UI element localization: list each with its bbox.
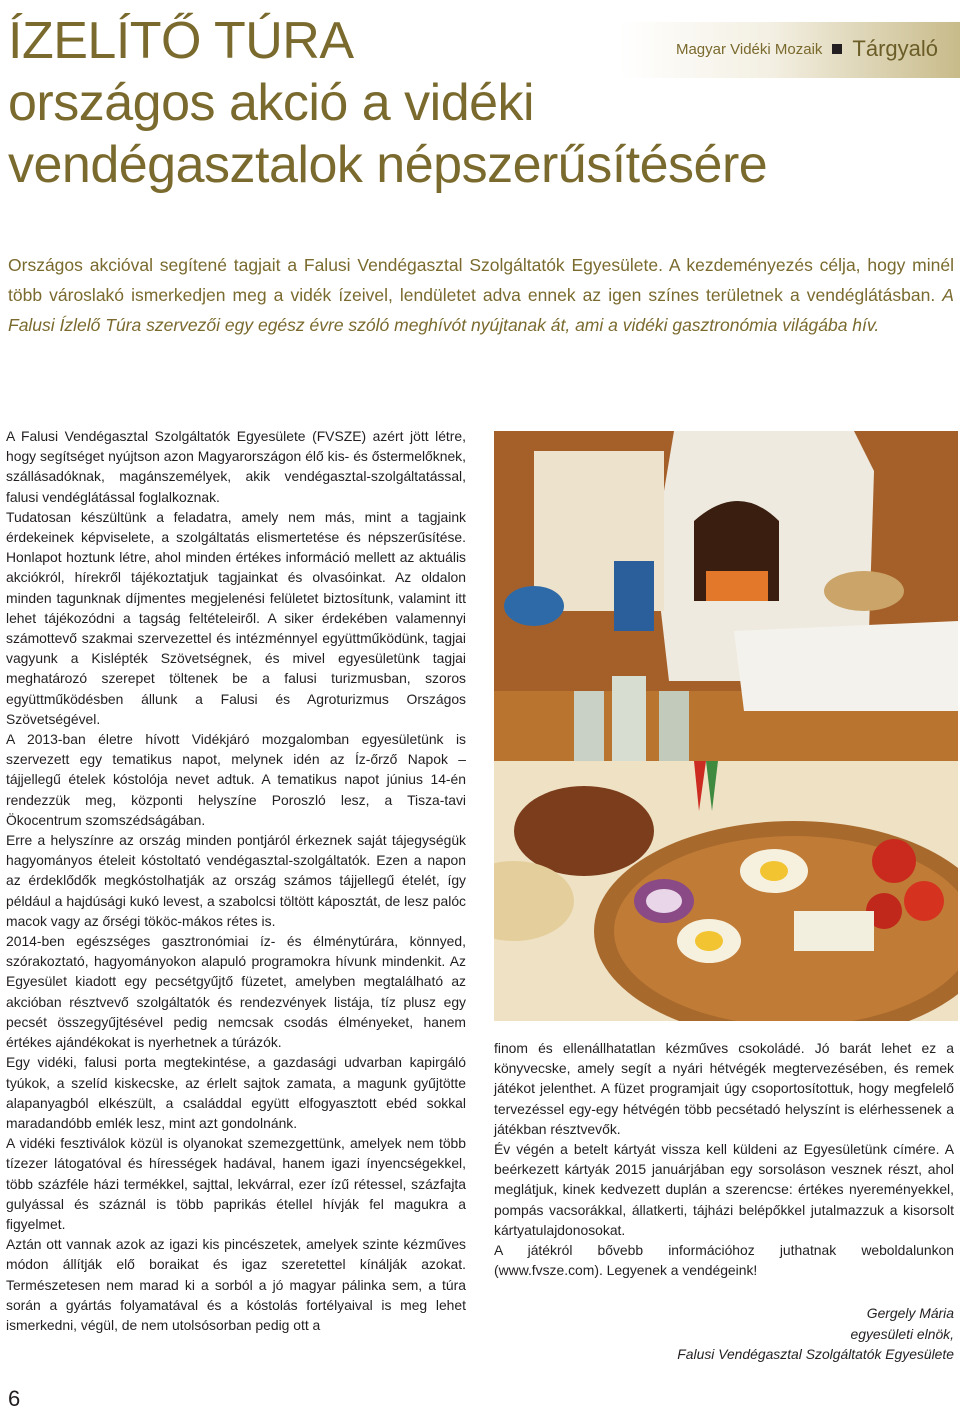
signature-name: Gergely Mária <box>866 1305 954 1321</box>
body-column-right <box>494 1038 954 1280</box>
lead-paragraph <box>8 250 954 340</box>
body-column-left <box>6 426 466 1335</box>
title-line-1: ÍZELÍTŐ TÚRA <box>8 12 354 70</box>
body-paragraph: Aztán ott vannak azok az igazi kis pincészetek, amelyek szinte kézműves módon állítják elő boraikat és igaz szeretettel kínálják azokat. Természetesen nem marad ki a sorból a jó magyar pálinka sem, a túra során a gyártás folyamatával és a kóstolás fortélyaival is meg lehet ismerkedni, végül, de nem utolsósorban pedig ott a <box>6 1236 466 1333</box>
body-paragraph: 2014-ben egészséges gasztronómiai íz- és élménytúrára, könnyed, szórakoztató, hagyományokon alapuló programokra hívunk mindenkit. Az Egyesület kiadott egy pecsétgyűjtő füzetet, amelyben megtalálható az akcióban résztvevő szolgáltatók és rendezvények listája, tíz plusz egy pecsét összegyűjtésével pedig nemcsak csodás élményeket, hanem értékes ajándékokat is nyerhetnek a túrázók. <box>6 933 466 1051</box>
body-paragraph: Év végén a betelt kártyát vissza kell küldeni az Egyesületünk címére. A beérkezett kártyák 2015 januárjában egy sorsoláson vesznek részt, ahol meglátjuk, kinek kedvezett duplán a szerencse: értékes nyereményekkel, pompás vacsorákkal, állatkerti, tájházi belépőkkel jutalmazzuk a kisorsolt kártyatulajdonosokat. <box>494 1141 954 1238</box>
body-paragraph: A játékról bővebb információhoz juthatnak weboldalunkon (www.fvsze.com). Legyenek a vendégeink! <box>494 1242 954 1279</box>
signature-block <box>677 1303 954 1365</box>
page-number: 6 <box>8 1386 21 1411</box>
publication-name: Magyar Vidéki Mozaik <box>675 40 823 58</box>
body-paragraph: A Falusi Vendégasztal Szolgáltatók Egyesülete (FVSZE) azért jött létre, hogy segítséget nyújtson azon Magyarországon élő kis- és őstermelőknek, szállásadóknak, magánszemélyek, akik vendégasztal-szolgáltatással, falusi vendéglátással foglalkoznak. <box>6 428 466 505</box>
lead-text: Országos akcióval segítené tagjait a Falusi Vendégasztal Szolgáltatók Egyesülete. A kezdeményezés célja, hogy minél több városlakó ismerkedjen meg a vidék ízeivel, lendületet adva ennek az igen színes területnek a vendéglátásban. <box>8 255 954 305</box>
title-line-3: vendégasztalok népszerűsítésére <box>8 136 768 194</box>
body-paragraph: A vidéki fesztiválok közül is olyanokat szemezgettünk, amelyek nem több tízezer látogatóval és hírességek hadával, hanem igazi ínyencségekkel, több százféle házi termékkel, sajttal, lekvárral, ezer ízű rétessel, százfajta gulyással és száznál is több paprikás étellel hívják fel magukra a figyelmet. <box>6 1135 466 1232</box>
body-paragraph: finom és ellenállhatatlan kézműves csokoládé. Jó barát lehet ez a könyvecske, amely segít a nyári hétvégék megtervezésében, és remek játékot jelenthet. A füzet programjait úgy csoportosítottuk, hogy megfelelő tervezéssel egy-egy hétvégén több pecsétadó helyszínt is elérhessenek a játékban résztvevők. <box>494 1040 954 1137</box>
section-name: Tárgyaló <box>852 36 938 61</box>
signature-organization: Falusi Vendégasztal Szolgáltatók Egyesülete <box>677 1346 954 1362</box>
body-paragraph: Egy vidéki, falusi porta megtekintése, a gazdasági udvarban kapirgáló tyúkok, a szelíd kiskecske, az érlelt sajtok zamata, a magunk gyűjtötte alapanyagból elkészült, a családdal együtt elfogyasztott ebéd sokkal maradandóbb emlék lesz, mint azt gondolnánk. <box>6 1054 466 1131</box>
article-photo <box>494 431 958 1021</box>
body-paragraph: A 2013-ban életre hívott Vidékjáró mozgalomban egyesületünk is szervezett egy tematikus napot, melynek idén az Íz-őrző Napok – tájjellegű ételek kóstolója nevet adtuk. A tematikus napot június 14-én rendezzük meg, központi helyszíne Poroszló lesz, a Tisza-tavi Ökocentrum szomszédságában. <box>6 731 466 828</box>
article-title <box>8 10 888 196</box>
body-paragraph: Tudatosan készültünk a feladatra, amely nem más, mint a tagjaink érdekeinek képviselete, a szolgáltatás elismertetése és népszerűsítése. Honlapot hoztunk létre, ahol minden értékes információ mellett az aktuális akciókról, hírekről tájékoztatjuk tagjainkat és olvasóinkat. Az oldalon minden tagunknak díjmentes megjelenési felületet biztosítunk, valamint itt lehet tájékozódni a tagság feltételeiről. A siker érdekében valamennyi számottevő szakmai szervezettel és intézménnyel együttműködünk, tagjai vagyunk a Kislépték Szövetségnek, és mivel egyesületünk tagjai meghatározó szerepet töltenek be a falusi turizmusban, szoros együttműködésben állunk a Falusi és Agroturizmus Országos Szövetségével. <box>6 508 466 727</box>
lead-italic-text: A Falusi Ízlelő Túra szervezői egy egész évre szóló meghívót nyújtanak át, ami a vidéki gasztronómia világába hív. <box>8 285 954 335</box>
signature-role: egyesületi elnök, <box>850 1325 954 1342</box>
body-paragraph: Erre a helyszínre az ország minden pontjáról érkeznek saját tájegységük hagyományos ételeit kóstoltató vendégasztal-szolgáltatók. Ezen a napon az érdeklődők megkóstolhatják az ország számos tájjellegű ételét, így például a hajdúsági kukó levest, a szabolcsi töltött káposztát, de lesz palóc macok vagy az őrségi tököс-mákos rétes is. <box>6 832 466 929</box>
title-line-2: országos akció a vidéki <box>8 74 535 132</box>
